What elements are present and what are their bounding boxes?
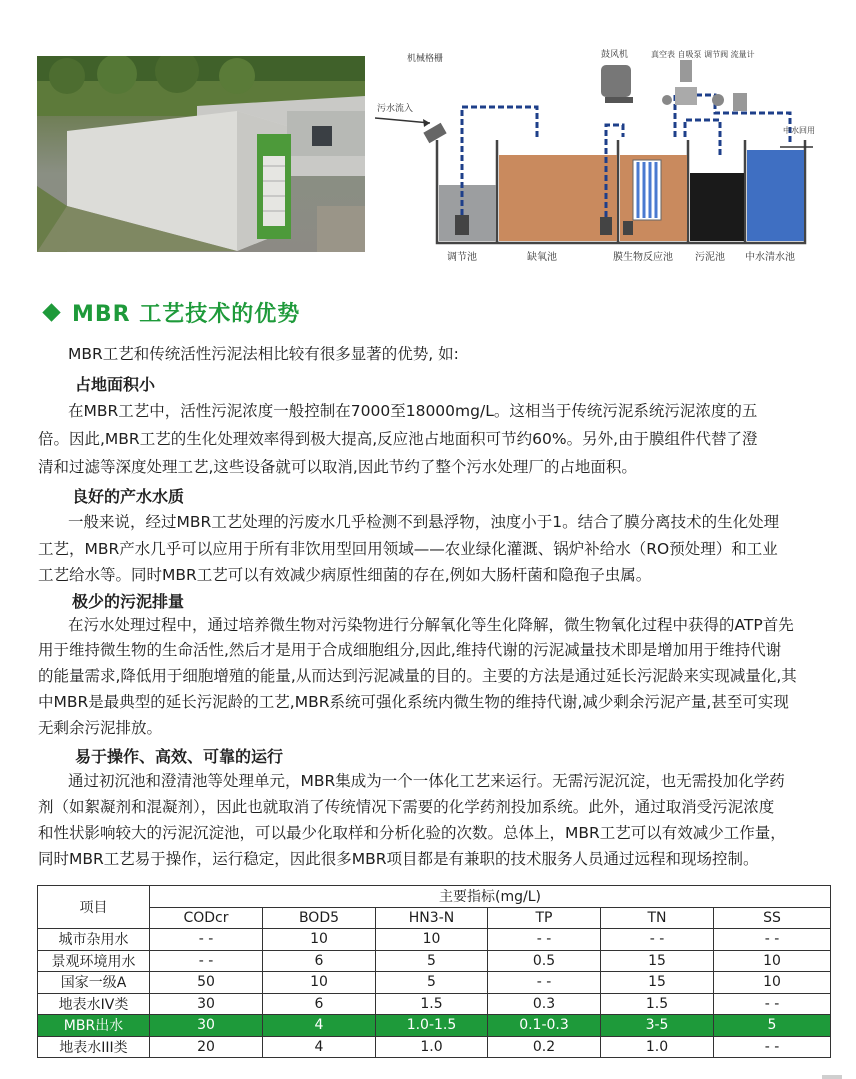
table-cell: 50 [150, 972, 263, 994]
item-header: 项目 [38, 886, 150, 929]
table-row [38, 1036, 831, 1058]
row-label: 景观环境用水 [38, 950, 150, 972]
table-cell: 1.0 [601, 1036, 714, 1058]
section-title-4: 易于操作、高效、可靠的运行 [75, 747, 284, 766]
column-header-tn: TN [601, 907, 714, 929]
section-2-line-3: 工艺给水等。同时MBR工艺可以有效减少病原性细菌的存在,例如大肠杆菌和隐孢子虫属。 [38, 566, 652, 584]
table-cell: 3-5 [601, 1015, 714, 1037]
table-cell: 6 [263, 950, 376, 972]
tank-label-3: 膜生物反应池 [613, 252, 673, 263]
tank-label-1: 调节池 [447, 252, 477, 263]
reuse-label: 中水回用 [783, 126, 815, 135]
table-cell: 5 [376, 972, 488, 994]
table-cell: 10 [714, 972, 831, 994]
table-cell: 1.5 [376, 993, 488, 1015]
table-cell: 15 [601, 972, 714, 994]
section-title-2: 良好的产水水质 [72, 487, 185, 506]
blower-label: 鼓风机 [601, 50, 629, 60]
section-2-line-2: 工艺，MBR产水几乎可以应用于所有非饮用型回用领域——农业绿化灌溉、锅炉补给水（RO预处理）和工业 [38, 540, 778, 558]
table-cell: 4 [263, 1036, 376, 1058]
row-label: 地表水IV类 [38, 993, 150, 1015]
tank-label-4: 污泥池 [695, 252, 725, 263]
table-cell: - - [150, 950, 263, 972]
section-title-1: 占地面积小 [75, 375, 156, 394]
table-cell: 20 [150, 1036, 263, 1058]
section-4-line-1: 通过初沉池和澄清池等处理单元，MBR集成为一个一体化工艺来运行。无需污泥沉淀，也无需投加化学药 [68, 772, 785, 790]
section-3-line-1: 在污水处理过程中，通过培养微生物对污染物进行分解氧化等生化降解，微生物氧化过程中获得的ATP首先 [68, 616, 794, 634]
diamond-bullet-icon [42, 303, 60, 321]
table-row [38, 950, 831, 972]
inflow-label: 污水流入 [377, 104, 414, 114]
section-title-3: 极少的污泥排量 [72, 592, 185, 611]
section-2-line-1: 一般来说，经过MBR工艺处理的污废水几乎检测不到悬浮物，浊度小于1。结合了膜分离技术的生化处理 [68, 513, 780, 531]
table-cell: 5 [714, 1015, 831, 1037]
row-label: MBR出水 [38, 1015, 150, 1037]
table-row [38, 929, 831, 951]
instruments-label: 真空表 自吸泵 调节阀 流量计 [651, 50, 755, 59]
table-cell: 0.5 [488, 950, 601, 972]
table-cell: - - [488, 972, 601, 994]
column-header-bod5: BOD5 [263, 907, 376, 929]
mbr-equipment-photo [37, 56, 365, 252]
table-cell: - - [488, 929, 601, 951]
table-cell: 10 [376, 929, 488, 951]
section-3-line-4: 中MBR是最典型的延长污泥龄的工艺,MBR系统可强化系统内微生物的维持代谢,减少剩余污泥产量,甚至可实现 [38, 693, 789, 711]
table-cell: 30 [150, 1015, 263, 1037]
row-label: 地表水III类 [38, 1036, 150, 1058]
table-cell: 1.5 [601, 993, 714, 1015]
table-cell: 1.0-1.5 [376, 1015, 488, 1037]
table-cell: 15 [601, 950, 714, 972]
table-cell: - - [601, 929, 714, 951]
section-3-line-2: 用于维持微生物的生命活性,然后才是用于合成细胞组分,因此,维持代谢的污泥减量技术即是增加用于维持代谢 [38, 641, 782, 659]
grille-label: 机械格栅 [407, 54, 444, 64]
table-cell: 30 [150, 993, 263, 1015]
mbr-process-diagram [375, 45, 815, 270]
table-cell: 10 [714, 950, 831, 972]
section-3-line-5: 无剩余污泥排放。 [38, 719, 163, 737]
table-cell: 6 [263, 993, 376, 1015]
row-label: 国家一级A [38, 972, 150, 994]
heading-title: MBR 工艺技术的优势 [72, 302, 301, 327]
page-marker [822, 1075, 842, 1079]
column-header-codcr: CODcr [150, 907, 263, 929]
table-cell: - - [714, 929, 831, 951]
section-1-line-3: 清和过滤等深度处理工艺,这些设备就可以取消,因此节约了整个污水处理厂的占地面积。 [38, 458, 637, 476]
table-cell: 0.1-0.3 [488, 1015, 601, 1037]
table-cell: 10 [263, 929, 376, 951]
section-4-line-2: 剂（如絮凝剂和混凝剂），因此也就取消了传统情况下需要的化学药剂投加系统。此外，通过取消受污泥浓度 [38, 798, 775, 816]
tank-label-5: 中水清水池 [745, 252, 795, 263]
column-header-hn3n: HN3-N [376, 907, 488, 929]
row-label: 城市杂用水 [38, 929, 150, 951]
table-row-highlighted [38, 1015, 831, 1037]
table-cell: 10 [263, 972, 376, 994]
section-3-line-3: 的能量需求,降低用于细胞增殖的能量,从而达到污泥减量的目的。主要的方法是通过延长污泥龄来实现减量化,其 [38, 667, 797, 685]
table-row [38, 972, 831, 994]
section-heading [45, 297, 300, 328]
water-quality-table [37, 885, 831, 1058]
indicator-group-header: 主要指标(mg/L) [150, 886, 831, 908]
table-cell: 0.3 [488, 993, 601, 1015]
table-cell: 0.2 [488, 1036, 601, 1058]
table-cell: 4 [263, 1015, 376, 1037]
table-cell: - - [150, 929, 263, 951]
tank-label-2: 缺氧池 [527, 252, 557, 263]
intro-text: MBR工艺和传统活性污泥法相比较有很多显著的优势, 如: [68, 345, 459, 363]
table-row [38, 993, 831, 1015]
table-cell: 1.0 [376, 1036, 488, 1058]
table-cell: - - [714, 1036, 831, 1058]
section-4-line-3: 和性状影响较大的污泥沉淀池，可以最少化取样和分析化验的次数。总体上，MBR工艺可以有效减少工作量， [38, 824, 786, 842]
table-cell: 5 [376, 950, 488, 972]
section-1-line-1: 在MBR工艺中，活性污泥浓度一般控制在7000至18000mg/L。这相当于传统污泥系统污泥浓度的五 [68, 402, 758, 420]
section-1-line-2: 倍。因此,MBR工艺的生化处理效率得到极大提高,反应池占地面积可节约60%。另外,由于膜组件代替了澄 [38, 430, 758, 448]
section-4-line-4: 同时MBR工艺易于操作，运行稳定，因此很多MBR项目都是有兼职的技术服务人员通过远程和现场控制。 [38, 850, 759, 868]
table-cell: - - [714, 993, 831, 1015]
column-header-tp: TP [488, 907, 601, 929]
column-header-ss: SS [714, 907, 831, 929]
